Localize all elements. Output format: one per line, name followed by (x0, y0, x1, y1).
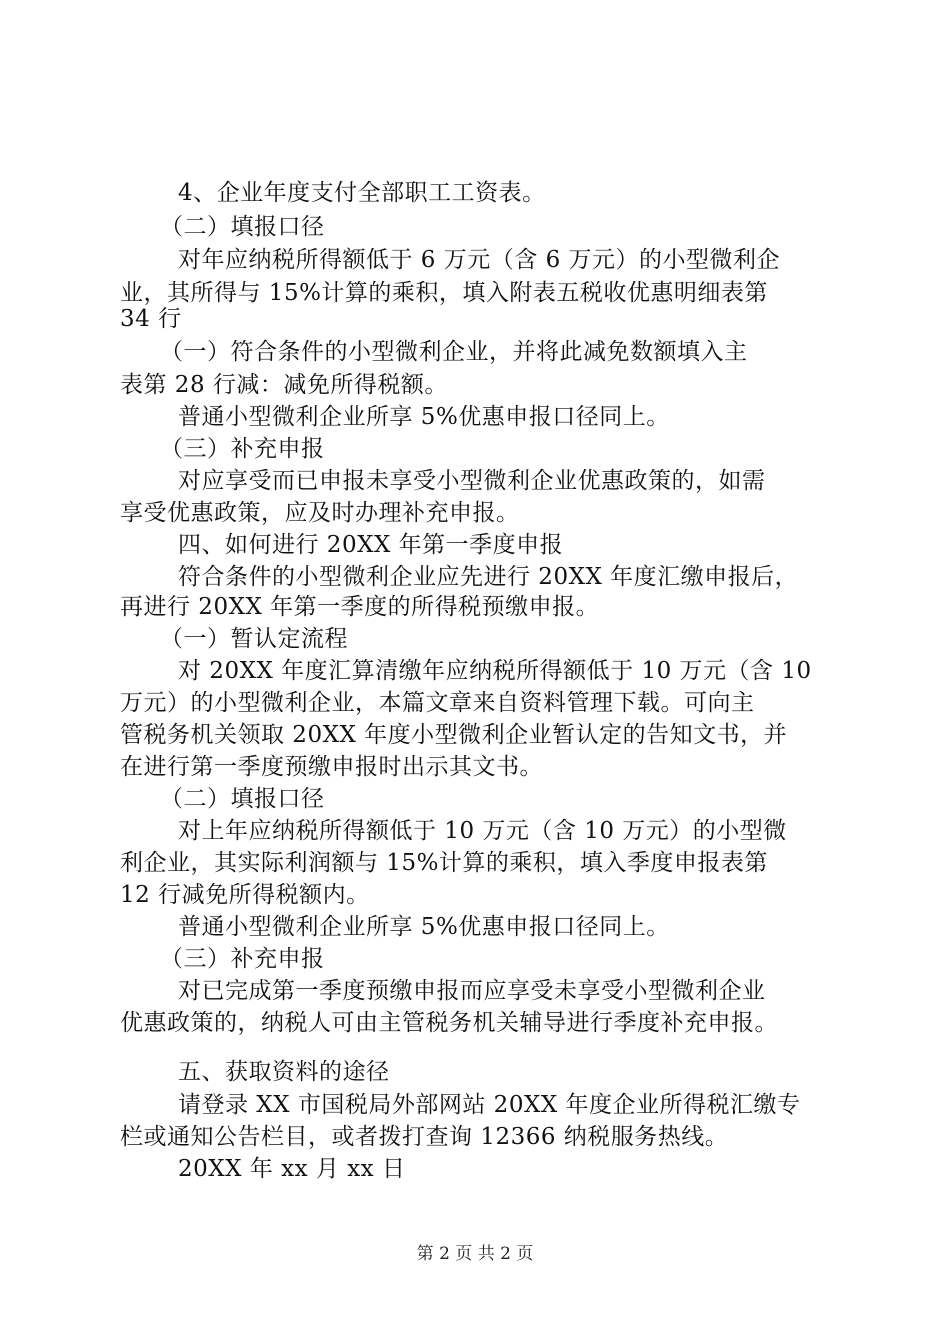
section-heading: （一）暂认定流程 (160, 626, 348, 652)
section-heading: 四、如何进行 20XX 年第一季度申报 (178, 532, 564, 558)
section-heading: 五、获取资料的途径 (178, 1059, 390, 1085)
page-footer: 第 2 页 共 2 页 (416, 1244, 534, 1264)
text-line: 享受优惠政策，应及时办理补充申报。 (120, 500, 520, 526)
text-line: 12 行减免所得税额内。 (120, 882, 370, 908)
text-line: 在进行第一季度预缴申报时出示其文书。 (120, 754, 543, 780)
text-line: 对年应纳税所得额低于 6 万元（含 6 万元）的小型微利企 (178, 247, 781, 273)
text-line: 请登录 XX 市国税局外部网站 20XX 年度企业所得税汇缴专 (178, 1092, 801, 1118)
text-line: （一）符合条件的小型微利企业，并将此减免数额填入主 (160, 339, 748, 365)
text-line: 万元）的小型微利企业，本篇文章来自资料管理下载。可向主 (120, 690, 755, 716)
text-line: 对上年应纳税所得额低于 10 万元（含 10 万元）的小型微 (178, 818, 787, 844)
section-heading: （三）补充申报 (160, 436, 325, 462)
text-line: 普通小型微利企业所享 5%优惠申报口径同上。 (178, 914, 670, 940)
text-line: 对应享受而已申报未享受小型微利企业优惠政策的，如需 (178, 468, 766, 494)
text-line: 利企业，其实际利润额与 15%计算的乘积，填入季度申报表第 (120, 850, 768, 876)
text-line: 符合条件的小型微利企业应先进行 20XX 年度汇缴申报后， (178, 564, 799, 590)
text-line: 对 20XX 年度汇算清缴年应纳税所得额低于 10 万元（含 10 (178, 658, 812, 684)
text-line: 普通小型微利企业所享 5%优惠申报口径同上。 (178, 404, 670, 430)
text-line: 再进行 20XX 年第一季度的所得税预缴申报。 (120, 594, 600, 620)
text-line: 4、企业年度支付全部职工工资表。 (178, 180, 546, 206)
text-line: 表第 28 行减：减免所得税额。 (120, 372, 448, 398)
text-line: 34 行 (120, 306, 182, 332)
date-line: 20XX 年 xx 月 xx 日 (178, 1156, 406, 1182)
text-line: 优惠政策的，纳税人可由主管税务机关辅导进行季度补充申报。 (120, 1010, 778, 1036)
section-heading: （三）补充申报 (160, 946, 325, 972)
text-line: 业，其所得与 15%计算的乘积，填入附表五税收优惠明细表第 (120, 280, 768, 306)
text-line: 管税务机关领取 20XX 年度小型微利企业暂认定的告知文书，并 (120, 722, 788, 748)
text-line: 对已完成第一季度预缴申报而应享受未享受小型微利企业 (178, 978, 766, 1004)
text-line: 栏或通知公告栏目，或者拨打查询 12366 纳税服务热线。 (120, 1124, 729, 1150)
section-heading: （二）填报口径 (160, 214, 325, 240)
section-heading: （二）填报口径 (160, 786, 325, 812)
